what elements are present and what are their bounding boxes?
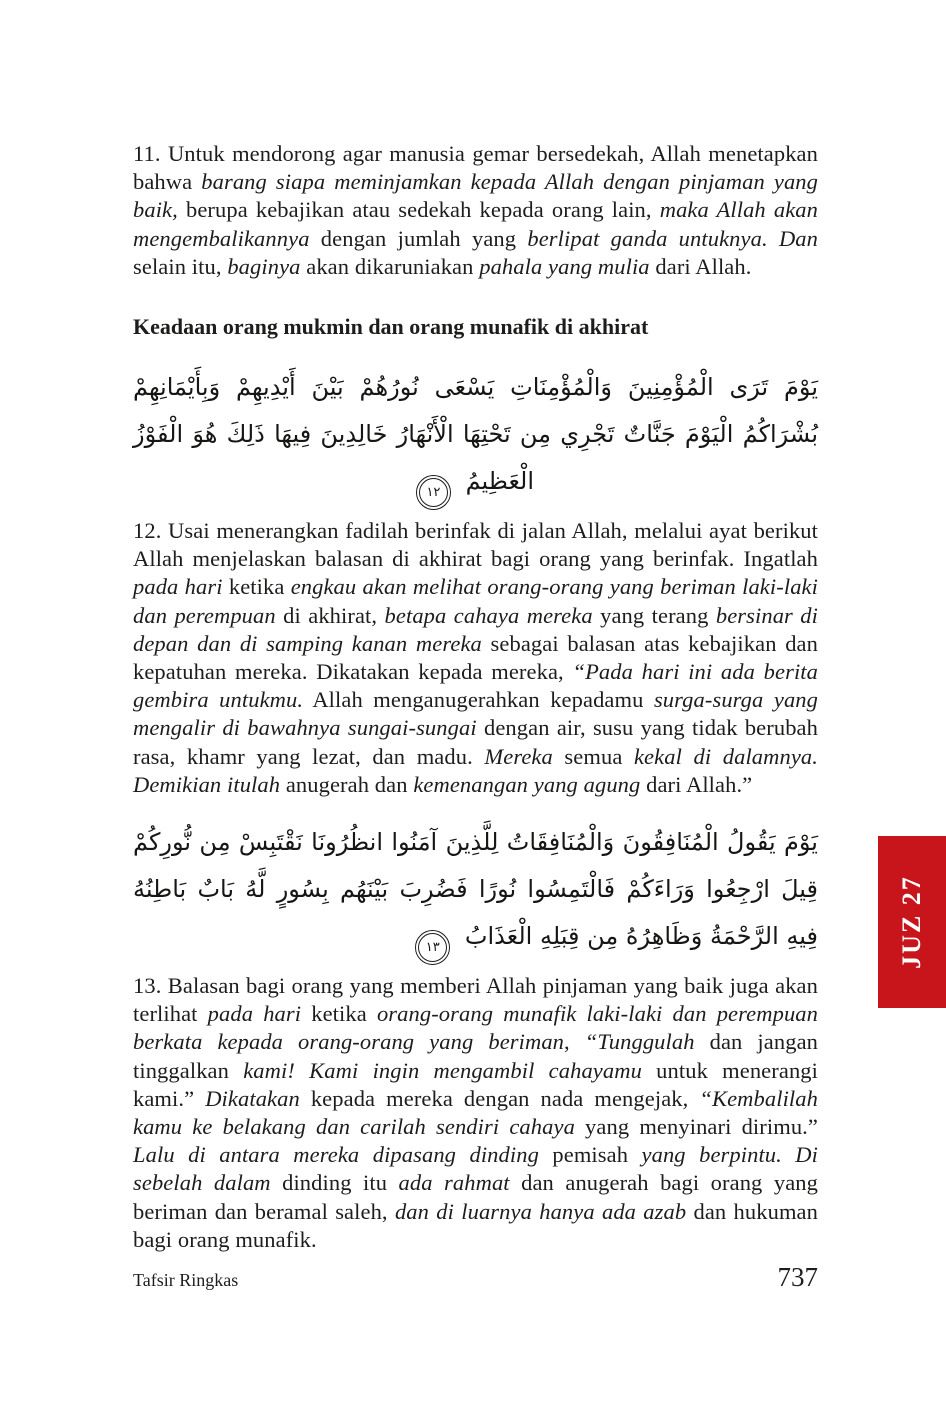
quran-verse-13-text: يَوْمَ يَقُولُ الْمُنَافِقُونَ وَالْمُنَافِقَاتُ لِلَّذِينَ آمَنُوا انظُرُونَا نَقْتَبِسْ مِن نُّورِكُمْ قِيلَ ارْجِعُوا وَرَاءَكُمْ فَالْتَمِسُوا نُورًا فَضُرِبَ بَيْنَهُم بِسُورٍ لَّهُ بَابٌ بَاطِنُهُ فِيهِ الرَّحْمَةُ وَظَاهِرُهُ مِن قِبَلِهِ الْعَذَابُ [133,828,818,951]
ayah-number-ornament-13: ١٣ [418,933,447,962]
paragraph-11: 11. Untuk mendorong agar manusia gemar bersedekah, Allah menetapkan bahwa barang siapa meminjamkan kepada Allah dengan pinjaman yang baik, berupa kebajikan atau sedekah kepada orang lain, maka Allah akan mengembalikannya dengan jumlah yang berlipat ganda untuknya. Dan selain itu, baginya akan dikaruniakan pahala yang mulia dari Allah. [133,141,819,279]
footer-page-number: 737 [777,1262,818,1292]
footer-book-title: Tafsir Ringkas [133,1270,239,1290]
text-column [133,140,818,1254]
juz-tab-label: JUZ 27 [897,875,926,969]
section-heading: Keadaan orang mukmin dan orang munafik di akhirat [133,314,649,340]
paragraph-12: 12. Usai menerangkan fadilah berinfak di jalan Allah, melalui ayat berikut Allah menjelaskan balasan di akhirat bagi orang yang berinfak. Ingatlah pada hari ketika engkau akan melihat orang-orang yang beriman laki-laki dan perempuan di akhirat, betapa cahaya mereka yang terang bersinar di depan dan di samping kanan mereka sebagai balasan atas kebajikan dan kepatuhan mereka. Dikatakan kepada mereka, “Pada hari ini ada berita gembira untukmu. Allah menganugerahkan kepadamu surga-surga yang mengalir di bawahnya sungai-sungai dengan air, susu yang tidak berubah rasa, khamr yang lezat, dan madu. Mereka semua kekal di dalamnya. Demikian itulah anugerah dan kemenangan yang agung dari Allah.” [133,518,819,797]
page-footer [133,1262,818,1293]
quran-verse-12 [133,364,818,507]
quran-verse-13 [133,819,818,962]
quran-verse-12-text: يَوْمَ تَرَى الْمُؤْمِنِينَ وَالْمُؤْمِنَاتِ يَسْعَى نُورُهُمْ بَيْنَ أَيْدِيهِمْ وَبِأَيْمَانِهِمْ بُشْرَاكُمُ الْيَوْمَ جَنَّاتٌ تَجْرِي مِن تَحْتِهَا الْأَنْهَارُ خَالِدِينَ فِيهَا ذَلِكَ هُوَ الْفَوْزُ الْعَظِيمُ [133,373,818,496]
juz-tab [878,836,946,1008]
paragraph-13: 13. Balasan bagi orang yang memberi Allah pinjaman yang baik juga akan terlihat pada hari ketika orang-orang munafik laki-laki dan perempuan berkata kepada orang-orang yang beriman, “Tunggulah dan jangan tinggalkan kami! Kami ingin mengambil cahayamu untuk menerangi kami.” Dikatakan kepada mereka dengan nada mengejak, “Kembalilah kamu ke belakang dan carilah sendiri cahaya yang menyinari dirimu.” Lalu di antara mereka dipasang dinding pemisah yang berpintu. Di sebelah dalam dinding itu ada rahmat dan anugerah bagi orang yang beriman dan beramal saleh, dan di luarnya hanya ada azab dan hukuman bagi orang munafik. [133,973,819,1252]
ayah-number-ornament-12: ١٢ [419,478,448,507]
